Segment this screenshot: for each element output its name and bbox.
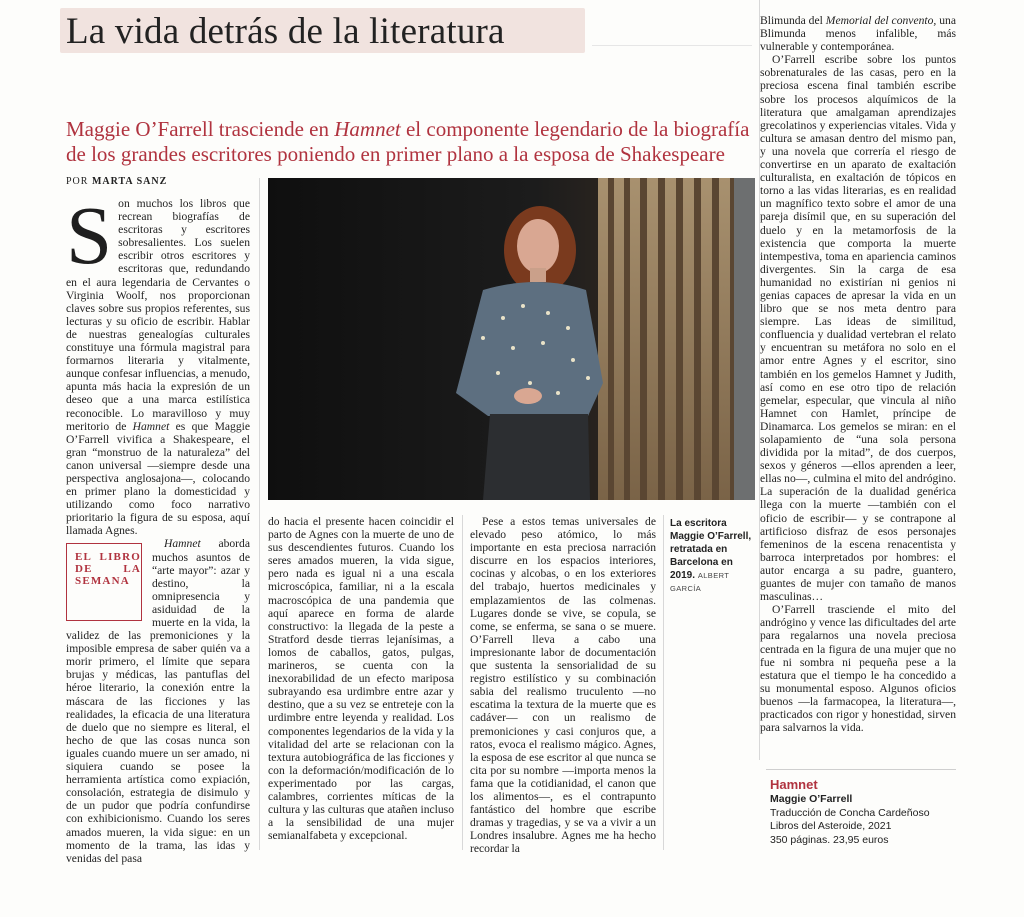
column-divider-1: [259, 178, 260, 850]
section-label: EL LIBRO DE LA SEMANA: [75, 551, 141, 588]
book-details: 350 páginas. 23,95 euros: [770, 833, 889, 846]
paragraph-1-italic: Hamnet: [132, 419, 170, 433]
book-title: Hamnet: [770, 777, 818, 792]
deck-subheadline: [66, 117, 756, 167]
portrait-illustration: [268, 178, 755, 500]
byline-author: MARTA SANZ: [91, 176, 168, 187]
paragraph-1-text: on muchos los libros que recrean biografías de escritoras y escritores sobresalientes. Los suelen escribir otros escritores y escritoras que, redundando en el aura legendaria de Cervantes o Virginia Woolf, nos proporcionan claves sobre sus propios referentes, sus lecturas y su oficio de escribir. Hablar de nuestras genealogías culturales constituye una fórmula magistral para formarnos literaria y vitalmente, aunque confesar influencias, a menudo, apunta más hacia la expresión de un deseo que a una marca estilística reconocible. Lo maravilloso y muy meritorio de: [66, 197, 250, 433]
article-column-4: [760, 14, 956, 759]
column-4-paragraph-1: [760, 14, 956, 53]
byline: [66, 176, 167, 187]
deck-part-a: Maggie O’Farrell trasciende en: [66, 117, 335, 141]
paragraph-1-end: es que Maggie O’Farrell vivifica a Shakespeare, el gran “monstruo de la naturaleza” del canon universal —siempre desde una perspectiva anglosajona—, colocando en primer plano la domesticidad y utilizando como foco narrativo prioritario la figura de su esposa, aquí llamada Agnes.: [66, 419, 250, 538]
article-column-1: [66, 189, 250, 865]
photo-caption: [670, 517, 754, 595]
author-photo: [268, 178, 755, 500]
article-column-3: [470, 515, 656, 856]
column-divider-3: [663, 515, 664, 850]
book-info-divider: [766, 769, 956, 770]
column-4-text-a: Blimunda del: [760, 14, 826, 27]
paragraph-2-text: aborda muchos asuntos de “arte mayor”: azar y destino, la omnipresencia y asiduidad de la muerte en la vida, la validez de las premoniciones y la imposible empresa de saber quién va a morir primero, el límite que separa brujas y médicas, las pantuflas del héroe literario, la conexión entre la máscara de las ficciones y las realidades, la eficacia de una literatura de duelo que no siempre es literal, el hecho de que las cosas nunca son iguales cuando muere un ser amado, ni siquiera cuando se posee la herramienta artística como expiación, consolación, estrategia de disimulo y de un pudor que podría confundirse con exhibicionismo. Cuando los seres amados mueren, la vida sigue: en un momento de la trama, las idas y venidas del pasa: [66, 537, 250, 865]
book-publisher: Libros del Asteroide, 2021: [770, 820, 892, 832]
column-4-text-b: una Blimunda menos infalible, más vulnerable y contemporánea.: [760, 14, 956, 54]
photo-credit: ALBERT GARCÍA: [670, 571, 730, 593]
book-translation: Traducción de Concha Cardeñoso: [770, 806, 930, 819]
column-4-paragraph-3: O’Farrell trasciende el mito del andrógino y vence las dificultades del arte para regalarnos una novela preciosa centrada en la figura de una mujer que no fue ni sombra ni pequeña pese a la estatura que el tiempo le ha concedido a su monumental esposo. Algunos oficios buenos —la farmacopea, la literatura—, practicados con rigor y honestidad, sirven para salvarnos la vida.: [760, 603, 956, 735]
column-3-text: Pese a estos temas universales de elevado peso atómico, lo más importante en esta preciosa narración discurre en los espacios interiores, cocinas y alcobas, o en los exteriores del trabajo, huertos medicinales y emplazamientos de las colmenas. Lugares donde se vive, se copula, se come, se enferma, se sana o se muere. O’Farrell lleva a cabo una impresionante labor de documentación que sustenta la sensorialidad de su registro estilístico y su combinación sabia del realismo truculento —no escatima la textura de la muerte que es cadáver— con un realismo de premoniciones y casi conjuros que, a ratos, evoca el realismo mágico. Agnes, la esposa de ese escritor al que nunca se cita por su nombre —importa menos la fama que la cotidianidad, el canon que los alimentos—, es el contrapunto fantástico del hombre que escribe dramas y tragedias, y se va a vivir a un Londres insalubre. Agnes me ha hecho recordar la: [470, 515, 656, 856]
paragraph-2-italic: Hamnet: [164, 537, 201, 551]
paragraph-1: [66, 189, 250, 538]
deck-book-title: Hamnet: [334, 117, 401, 141]
column-4-paragraph-2: O’Farrell escribe sobre los puntos sobrenaturales de las casas, pero en la preciosa escena final también escribe sobre los procesos alquímicos de la literatura que amalgaman aprendizajes grecolatinos y experiencias vitales. Vida y cultura se amasan dentro del mismo pan, y una novela que correría el riesgo de convertirse en un aparato de exaltación culturalista, en exaltación de tópicos en torno a las vidas literarias, es en realidad un magnífico texto sobre el amor de una pareja disímil que, en su superación del duelo y en la metamorfosis de la existencia que comporta la muerte intempestiva, toma en apariencia caminos divergentes. Sin la carga de esa humanidad no existirían ni genios ni genias capaces de apresar la vida en un libro que se nos meta dentro para siempre. Las ideas de similitud, confluencia y dualidad vertebran el relato y encuentran su metáfora no solo en el amor entre Agnes y el escritor, sino también en los gemelos Hamnet y Judith, así como en ese otro tipo de relación gemelar, especular, que vincula al niño Hamnet con Hamlet, príncipe de Dinamarca. Los gemelos se miran: en el solapamiento de “una sola persona dividida por la mitad”, de dos cuerpos, sexos y géneros —ellos aprenden a leer, ellas no—, culmina el mito del andrógino. La superación de la dualidad genérica llega con la muerte —también con el oficio de escribir— y se contrapone al artificioso disfraz de esos personajes femeninos de la escena renacentista y barroca interpretados por hombres: el autor encarga a su padre, guantero, guantes de mujer con tamaño de manos masculinas…: [760, 53, 956, 604]
section-label-box: [66, 543, 142, 621]
column-divider-2: [462, 515, 463, 850]
article-column-2: [268, 515, 454, 850]
column-4-italic: Memorial del convento,: [825, 14, 937, 27]
photo-caption-text: La escritora Maggie O’Farrell, retratada en Barcelona en 2019.: [670, 518, 752, 581]
book-info: [770, 777, 960, 847]
dropcap: S: [66, 189, 113, 281]
column-2-text: do hacia el presente hacen coincidir el parto de Agnes con la muerte de uno de sus descendientes futuros. Cuando los seres amados mueren, la vida sigue, pero nada es igual ni a una escala microscópica, familiar, ni a la escala macroscópica de una pandemia que aquí aparece en forma de alarde constructivo: la llegada de la peste a Stratford desde tierras lejanísimas, a lomos de caballos, gatos, pulgas, marineros, se cuenta con la inexorabilidad de un efecto mariposa subrayando esa urdimbre entre azar y destino, que a su vez se entreteje con la urdimbre entre leyenda y realidad. Los componentes legendarios de la vida y la vitalidad del arte se relacionan con la textura autobiográfica de las ficciones y con la deformación/modificación de lo experimentado por las cargas, calambres, corrientes míticas de la cultura y las culturas que atañen incluso a la sensibilidad de una mujer semianalfabeta y excepcional.: [268, 515, 454, 843]
byline-prefix: POR: [66, 176, 89, 187]
book-author: Maggie O’Farrell: [770, 793, 853, 805]
headline: La vida detrás de la literatura: [66, 11, 505, 52]
top-divider: [592, 45, 752, 46]
deck-part-c: el componente legendario de la biografía de los grandes escritores poniendo en primer plano a la esposa de Shakespeare: [66, 117, 750, 166]
